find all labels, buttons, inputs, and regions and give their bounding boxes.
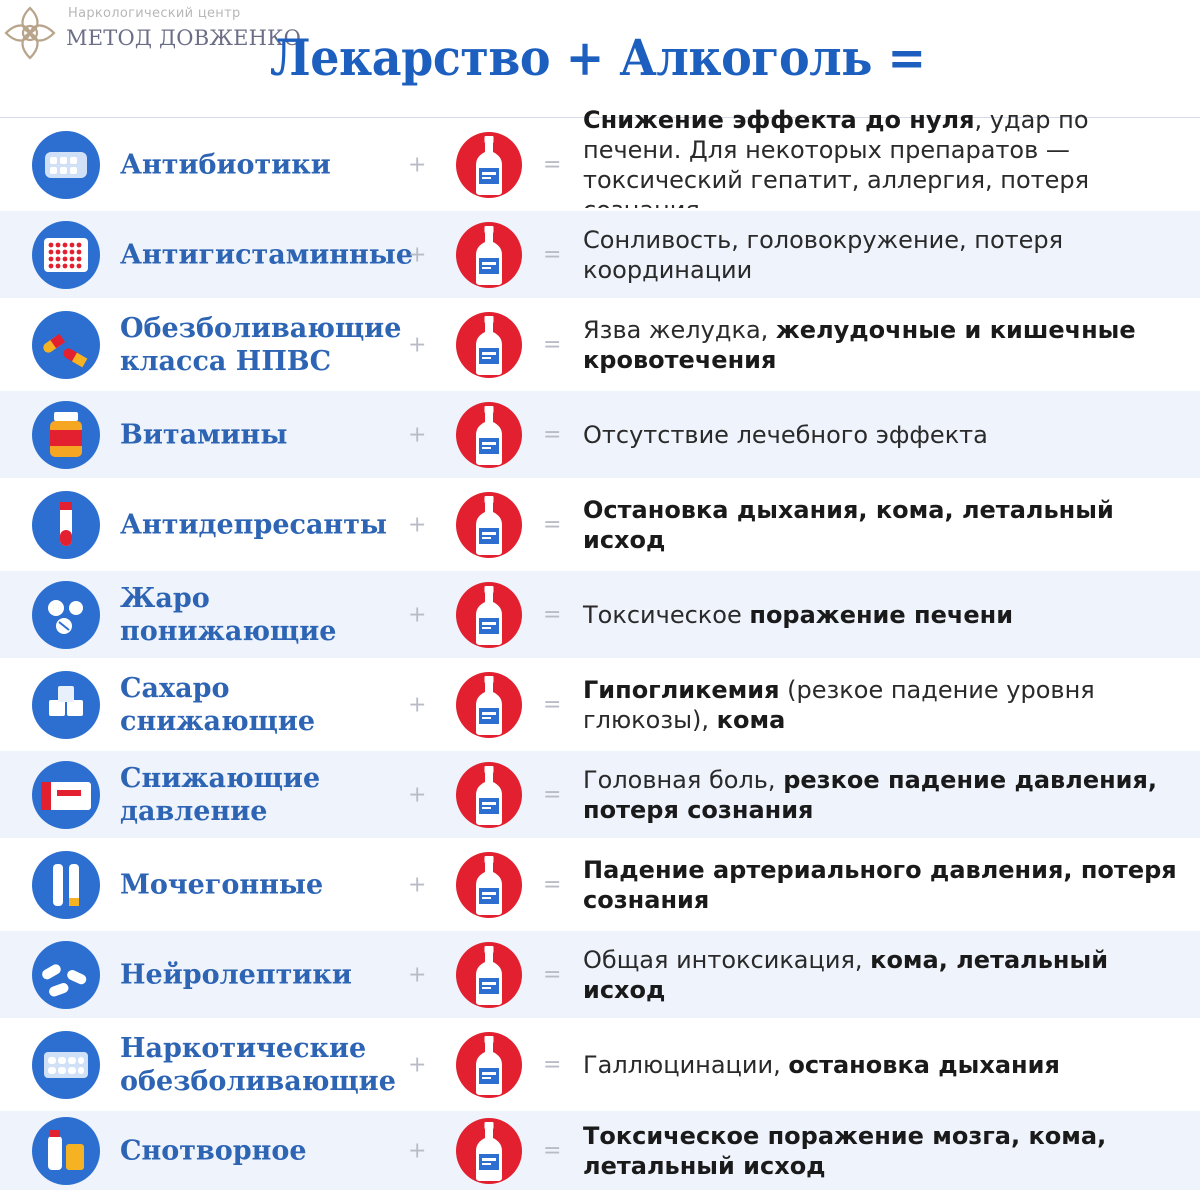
table-row xyxy=(0,658,1200,748)
vitamin-jar-icon xyxy=(31,400,101,470)
effect-emphasis: резкое падение давления, потеря сознания xyxy=(583,765,1158,824)
alcohol-bottle-icon xyxy=(455,490,523,560)
plus-sign: + xyxy=(408,1138,427,1163)
effect-emphasis: желудочные и кишечные кровотечения xyxy=(583,315,1136,374)
plus-sign: + xyxy=(408,872,427,897)
alcohol-bottle-icon xyxy=(455,940,523,1010)
effect-text xyxy=(583,855,1183,915)
red-pill-blister-icon xyxy=(31,220,101,290)
pill-blister-icon xyxy=(31,130,101,200)
drug-name: Антибиотики xyxy=(120,149,331,180)
drug-name: Жаро понижающие xyxy=(120,582,337,647)
alcohol-bottle-icon xyxy=(455,400,523,470)
table-row xyxy=(0,1018,1200,1108)
alcohol-bottle-icon xyxy=(455,220,523,290)
capsules-icon xyxy=(31,310,101,380)
alcohol-bottle-icon xyxy=(455,760,523,830)
equals-sign: = xyxy=(543,692,562,717)
table-row xyxy=(0,748,1200,838)
plus-sign: + xyxy=(408,782,427,807)
plus-sign: + xyxy=(408,242,427,267)
table-row xyxy=(0,838,1200,928)
header xyxy=(0,0,1200,118)
effect-text xyxy=(583,495,1183,555)
effect-segment: Язва желудка, xyxy=(583,315,776,344)
effect-text xyxy=(583,1050,1183,1080)
drug-name: Сахаро снижающие xyxy=(120,672,316,737)
effect-segment: Отсутствие лечебного эффекта xyxy=(583,420,988,449)
drug-alcohol-table xyxy=(0,105,1200,1190)
plus-sign: + xyxy=(408,422,427,447)
effect-emphasis: Снижение эффекта до нуля xyxy=(583,105,975,134)
plus-sign: + xyxy=(408,962,427,987)
test-tube-icon xyxy=(31,490,101,560)
alcohol-bottle-icon xyxy=(455,310,523,380)
effect-text xyxy=(583,945,1183,1005)
table-row xyxy=(0,568,1200,658)
table-row xyxy=(0,478,1200,568)
sleeping-pills-icon xyxy=(31,1116,101,1186)
tablets-icon xyxy=(31,580,101,650)
alcohol-bottle-icon xyxy=(455,670,523,740)
equals-sign: = xyxy=(543,512,562,537)
effect-segment: Сонливость, головокружение, потеря координации xyxy=(583,225,1064,284)
effect-segment: , удар по печени. Для некоторых препаратов — токсический гепатит, аллергия, потеря xyxy=(583,105,1090,194)
plus-sign: + xyxy=(408,602,427,627)
medicine-box-icon xyxy=(31,760,101,830)
equals-sign: = xyxy=(543,962,562,987)
equals-sign: = xyxy=(543,152,562,177)
effect-emphasis: поражение печени xyxy=(749,600,1014,629)
drug-name: Снижающие давление xyxy=(120,762,321,827)
equals-sign: = xyxy=(543,332,562,357)
drug-name: Нейролептики xyxy=(120,959,352,990)
drug-name: Витамины xyxy=(120,419,288,450)
alcohol-bottle-icon xyxy=(455,1116,523,1186)
alcohol-bottle-icon xyxy=(455,1030,523,1100)
effect-segment: Головная боль, xyxy=(583,765,784,794)
equals-sign: = xyxy=(543,1138,562,1163)
drug-name: Наркотические обезболивающие xyxy=(120,1032,396,1097)
alcohol-bottle-icon xyxy=(455,130,523,200)
effect-text xyxy=(583,765,1183,825)
effect-emphasis: кома, летальный исход xyxy=(583,945,1109,1004)
effect-segment: (резкое падение уровня глюкозы), xyxy=(583,675,1095,734)
table-row xyxy=(0,208,1200,298)
page-title: Лекарство + Алкоголь = xyxy=(270,28,926,87)
table-row xyxy=(0,105,1200,208)
effect-text xyxy=(583,1121,1183,1181)
effect-emphasis: Остановка дыхания, кома, летальный исход xyxy=(583,495,1114,554)
plus-sign: + xyxy=(408,692,427,717)
effect-text xyxy=(583,420,1183,450)
effect-text xyxy=(583,675,1183,735)
equals-sign: = xyxy=(543,422,562,447)
white-pill-blister-icon xyxy=(31,1030,101,1100)
equals-sign: = xyxy=(543,242,562,267)
effect-emphasis: кома xyxy=(716,705,786,734)
table-row xyxy=(0,388,1200,478)
plus-sign: + xyxy=(408,152,427,177)
equals-sign: = xyxy=(543,602,562,627)
plus-sign: + xyxy=(408,512,427,537)
vials-icon xyxy=(31,850,101,920)
table-row xyxy=(0,928,1200,1018)
logo-name: МЕТОД ДОВЖЕНКО xyxy=(66,26,302,50)
white-capsules-icon xyxy=(31,940,101,1010)
effect-emphasis: Гипогликемия xyxy=(583,675,780,704)
effect-text xyxy=(583,225,1183,285)
effect-emphasis: Падение артериального давления, потеря сознания xyxy=(583,855,1177,914)
effect-text xyxy=(583,600,1183,630)
table-row xyxy=(0,1108,1200,1190)
drug-name: Антигистаминные xyxy=(120,239,413,270)
effect-segment: Галлюцинации, xyxy=(583,1050,789,1079)
plus-sign: + xyxy=(408,332,427,357)
drug-name: Антидепресанты xyxy=(120,509,387,540)
plus-sign: + xyxy=(408,1052,427,1077)
sugar-cubes-icon xyxy=(31,670,101,740)
effect-text xyxy=(583,105,1183,225)
effect-segment: Общая интоксикация, xyxy=(583,945,871,974)
drug-name: Снотворное xyxy=(120,1135,307,1166)
effect-segment: Токсическое xyxy=(583,600,750,629)
alcohol-bottle-icon xyxy=(455,580,523,650)
equals-sign: = xyxy=(543,782,562,807)
logo-subtitle: Наркологический центр xyxy=(68,6,241,21)
table-row xyxy=(0,298,1200,388)
equals-sign: = xyxy=(543,1052,562,1077)
drug-name: Обезболивающие класса НПВС xyxy=(120,312,402,377)
effect-text xyxy=(583,315,1183,375)
effect-emphasis: остановка дыхания xyxy=(788,1050,1060,1079)
effect-emphasis: Токсическое поражение мозга, кома, летальный исход xyxy=(583,1121,1107,1180)
drug-name: Мочегонные xyxy=(120,869,324,900)
alcohol-bottle-icon xyxy=(455,850,523,920)
ornament-logo-icon xyxy=(2,4,58,62)
equals-sign: = xyxy=(543,872,562,897)
